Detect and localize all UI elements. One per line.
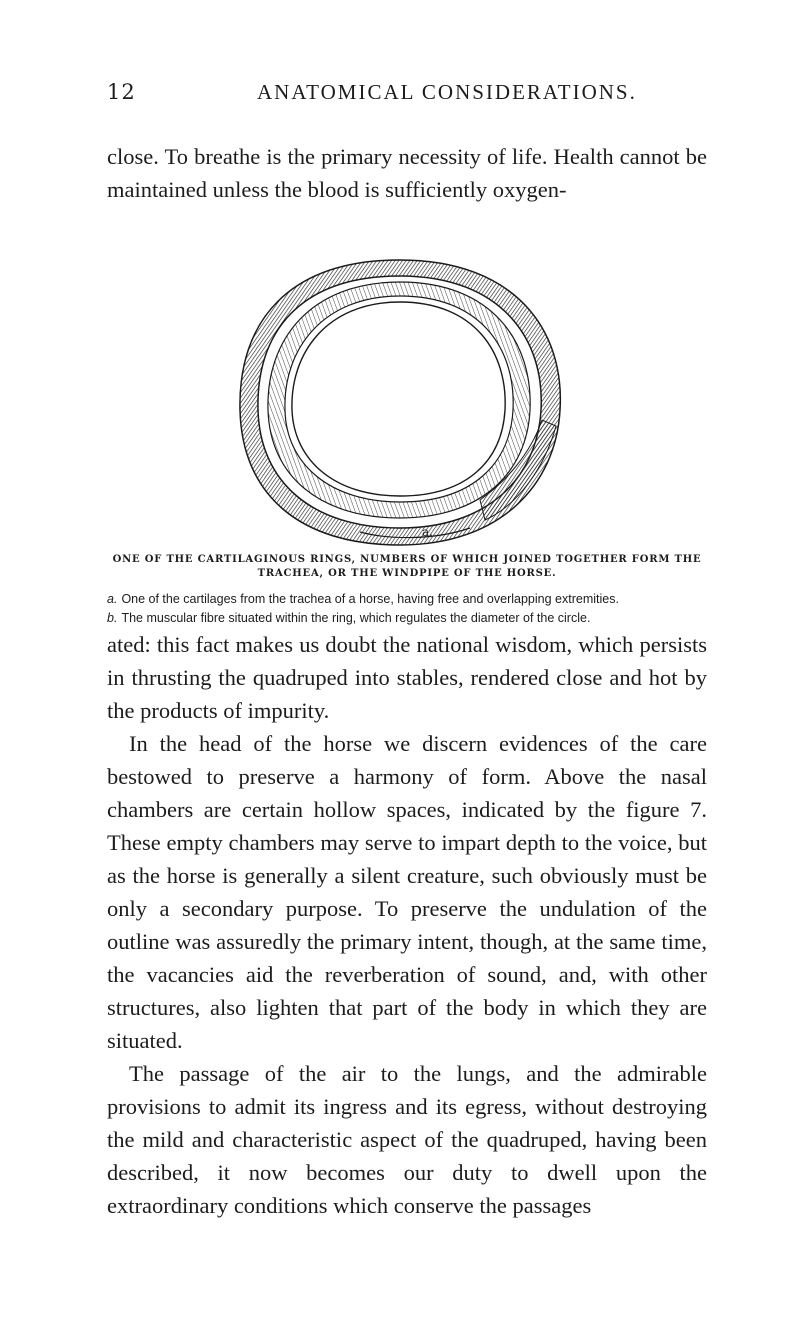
running-title: ANATOMICAL CONSIDERATIONS. — [257, 80, 637, 104]
figure-label-a: a. — [422, 525, 433, 539]
legend-key: b. — [107, 611, 118, 625]
main-text — [107, 628, 707, 1222]
legend-item-a — [107, 590, 727, 609]
page-number: 12 — [107, 80, 136, 104]
trachea-ring-figure — [230, 250, 570, 550]
running-head — [107, 80, 707, 108]
body-paragraph: ated: this fact makes us doubt the national wisdom, which persists in thrusting the quadruped into stables, rendered close and hot by the products of impurity. — [107, 632, 707, 723]
legend-item-b — [107, 609, 727, 628]
opening-paragraph — [107, 140, 707, 206]
cartilage-ring-illustration — [230, 250, 570, 550]
legend-text: One of the cartilages from the trachea of a horse, having free and overlapping extremities. — [121, 592, 619, 606]
opening-text: close. To breathe is the primary necessity of life. Health cannot be maintained unless the blood is sufficiently oxygen- — [107, 144, 707, 202]
figure-legend — [107, 590, 727, 628]
legend-key: a. — [107, 592, 118, 606]
body-paragraph: The passage of the air to the lungs, and the admirable provisions to admit its ingress and its egress, without destroying the mild and characteristic aspect of the quadruped, having been described, it now becomes our duty to dwell upon the extraordinary conditions which conserve the passages — [107, 1061, 707, 1218]
body-paragraph: In the head of the horse we discern evidences of the care bestowed to preserve a harmony of form. Above the nasal chambers are certain hollow spaces, indicated by the figure 7. These empty chambers may serve to impart depth to the voice, but as the horse is generally a silent creature, such obviously must be only a secondary purpose. To preserve the undulation of the outline was assuredly the primary intent, though, at the same time, the vacancies aid the reverberation of sound, and, with other structures, also lighten that part of the body in which they are situated. — [107, 731, 707, 1053]
legend-text: The muscular fibre situated within the ring, which regulates the diameter of the circle. — [121, 611, 591, 625]
figure-caption-title: ONE OF THE CARTILAGINOUS RINGS, NUMBERS OF WHICH JOINED TOGETHER FORM THE TRACHEA, OR THE WINDPIPE OF THE HORSE. — [112, 554, 702, 579]
inner-contour — [292, 302, 505, 496]
